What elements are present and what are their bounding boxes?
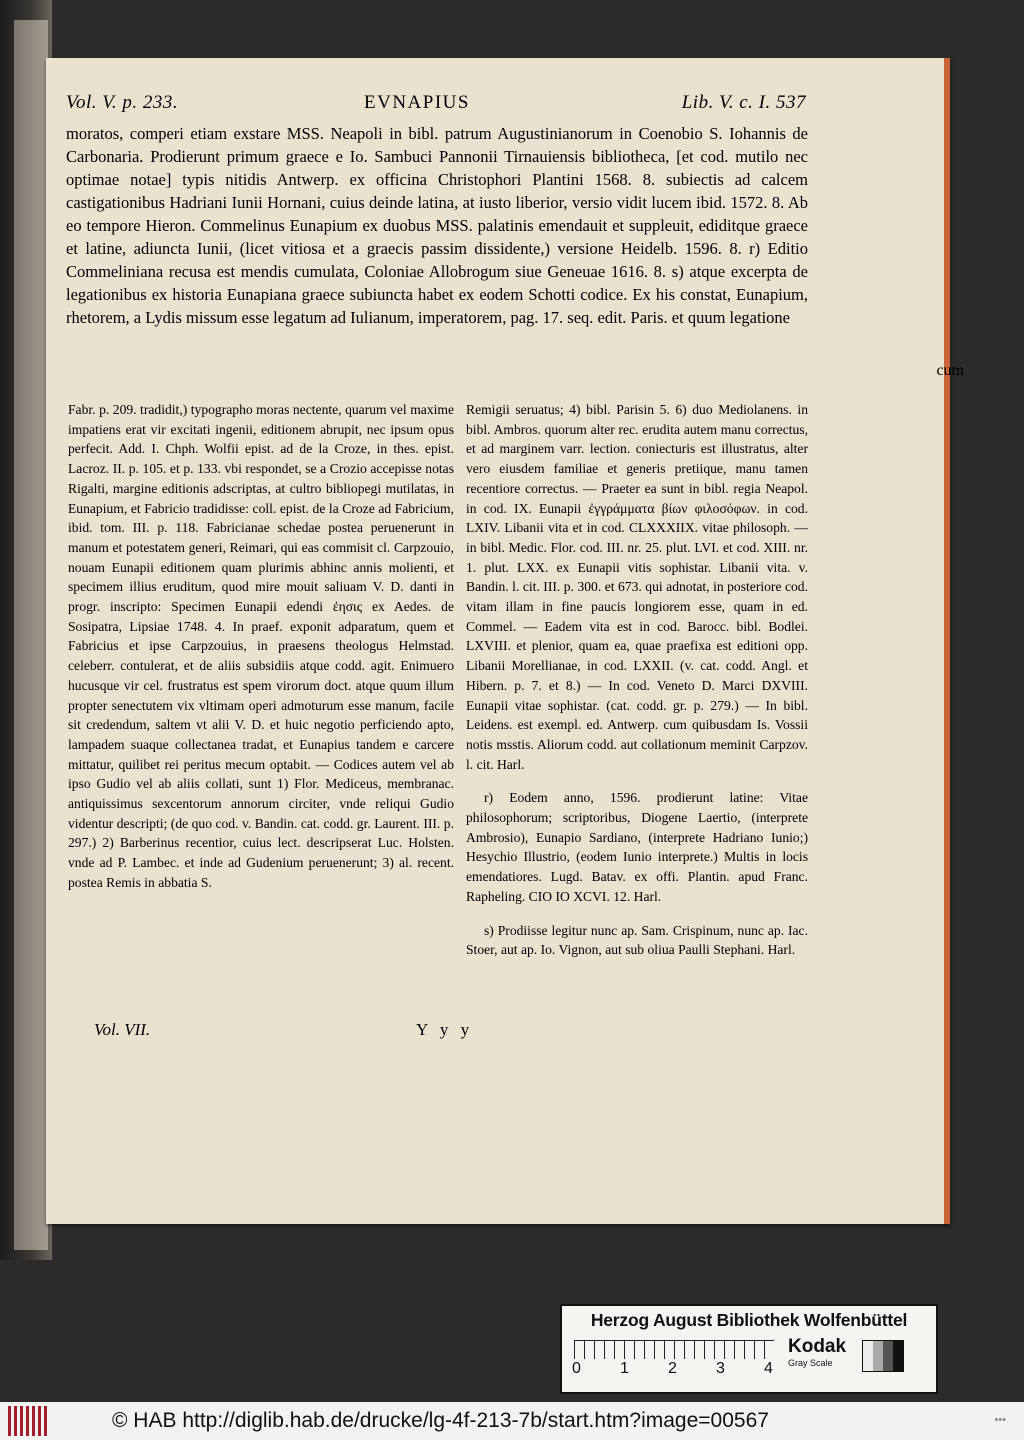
- ruler-number: 3: [716, 1360, 725, 1377]
- running-head-left: Vol. V. p. 233.: [66, 92, 179, 113]
- ruler-number: 0: [572, 1360, 581, 1377]
- ruler-scale: [574, 1340, 774, 1359]
- gray-scale-swatch: [862, 1340, 904, 1372]
- ruler-number: 4: [764, 1360, 773, 1377]
- footer-copyright-url[interactable]: © HAB http://diglib.hab.de/drucke/lg-4f-213-7b/start.htm?image=00567: [112, 1409, 769, 1432]
- kodak-logo: Kodak: [788, 1336, 847, 1357]
- ruler-number: 1: [620, 1360, 629, 1377]
- quire-mark: Y y y: [416, 1020, 474, 1039]
- main-text: moratos, comperi etiam exstare MSS. Neapoli in bibl. patrum Augustinianorum in Coenobio S. Iohannis de Carbonaria. Prodierunt primum graece e Io. Sambuci Pannonii Tirnauiensis bibliotheca, [et cod. mutilo nec optimae notae] typis nitidis Antwerp. ex officina Christophori Plantini 1568. 8. subiectis ad calcem castigationibus Hadriani Iunii Hornani, cuius deinde latina, at iusto liberior, versio vidit lucem ibid. 1572. 8. Ab eo tempore Hieron. Commelinus Eunapium ex duobus MSS. palatinis emendauit et suppleuit, ediditque graece et latine, adiuncta Iunii, (licet vitiosa et a graecis passim dissidente,) versione Heidelb. 1596. 8. r) Editio Commeliniana recusa est mendis cumulata, Coloniae Allobrogum siue Geneuae 1616. 8. s) atque excerpta de legationibus ex historia Eunapiana graece subiuncta habet ex eodem Schotti codice. Ex his constat, Eunapium, rhetorem, a Lydis missum esse legatum ad Iulianum, imperatorem, pag. 17. seq. edit. Paris. et quum legatione: [66, 124, 808, 327]
- footnote-r: r) Eodem anno, 1596. prodierunt latine: Vitae philosophorum; scriptoribus, Diogene Laertio, (interprete Ambrosio), Eunapio Sardiano, (interprete Hadriano Iunio;) Hesychio Illustrio, (eodem Iunio interprete.) Multis in locis emendatiores. Lugd. Batav. ex offi. Plantin. apud Franc. Rapheling. CIO IO XCVI. 12. Harl.: [466, 790, 808, 904]
- catchword: cum: [936, 362, 964, 379]
- ruler-number: 2: [668, 1360, 677, 1377]
- library-color-target: [560, 1304, 938, 1394]
- gray-scale-label: Gray Scale: [788, 1358, 833, 1368]
- footnote-column-right: [466, 400, 808, 960]
- volume-signature: Vol. VII.: [94, 1020, 151, 1039]
- footer-dots: •••: [994, 1414, 1006, 1426]
- footer-bar: [0, 1402, 1024, 1440]
- running-head: [66, 92, 806, 118]
- footnote-s: s) Prodiisse legitur nunc ap. Sam. Crispinum, nunc ap. Iac. Stoer, aut ap. Io. Vignon, aut sub oliua Paulli Stephani. Harl.: [466, 922, 808, 958]
- previous-page-edge: [14, 20, 48, 1250]
- footnote-column-left: Fabr. p. 209. tradidit,) typographo moras nectente, quarum vel maxime impatiens erat vir excitati ingenii, editionem abrupit, nec ipsum opus perfecit. Add. I. Chph. Wolfii epist. ad de la Croze, in thes. epist. Lacroz. II. p. 105. et p. 133. vbi respondet, se a Crozio accepisse notas Rigalti, margine editionis adscriptas, at cultro bibliopegi mutilatas, in Eunapium, et Fabricio tradidisse: coll. epist. de la Croze ad Fabricium, ibid. tom. III. p. 118. Fabricianae schedae postea peruenerunt in manum et potestatem generi, Reimari, qui eas commisit cl. Carpzouio, nouam Eunapii editionem quam plurimis abhinc annis molienti, et specimem illius eruditum, quod mire mouit saliuam V. D. danti in progr. inscripto: Specimen Eunapii edendi ἐησις ex Aedes. de Sosipatra, Lipsiae 1748. 4. In praef. exponit adparatum, quem et Fabricius et ipse Carpzouius, in praesens theologus Helmstad. celeberr. contulerat, et de aliis subsidiis atque codd. agit. Enimuero hucusque vir cel. frustratus est spem virorum doct. atque quum illum propter senectutem vix vltimam operi admoturum esse manum, facile sit credendum, saltem vt alii V. D. et huic negotio perficiendo apto, lampadem suaque collectanea tradat, et Eunapius tandem e carcere mittatur, quilibet rei peritus mecum optabit. — Codices autem vel ab ipso Gudio vel ab aliis collati, sunt 1) Flor. Mediceus, membranac. antiquissimus sexcentorum annorum circiter, vnde reliqui Gudio videntur descripti; (de quo cod. v. Bandin. cat. codd. gr. Laurent. III. p. 297.) 2) Barberinus recentior, cuius lect. descripserat Luc. Holsten. vnde ad P. Lambec. et inde ad Gudenium peruenerunt; 3) al. recent. postea Remis in abbatia S.: [68, 402, 454, 890]
- library-name: Herzog August Bibliothek Wolfenbüttel: [590, 1310, 908, 1330]
- footnote-continuation: Remigii seruatus; 4) bibl. Parisin 5. 6) duo Mediolanens. in bibl. Ambros. quorum alter rec. erudita autem manu correctus, et ad marginem varr. lection. coniecturis est illustratus, alter vero eiusdem familiae et generis pretiique, manu tamen recentiore correctus. — Praeter ea sunt in bibl. regia Neapol. in cod. IX. Eunapii ἐγγράμματα βίων φιλοσόφων. in cod. LXIV. Libanii vita et in cod. CLXXXIIX. vitae philosoph. — in bibl. Medic. Flor. cod. III. nr. 25. plut. LVI. et cod. XIII. nr. 1. plut. LXX. ex Eunapii vitis sophistar. Libanii vita. v. Bandin. l. cit. III. p. 300. et 673. qui adnotat, in posteriore cod. vitam illam in fine paucis longiorem esse, quam in ed. Commel. — Eadem vita est in cod. Barocc. bibl. Bodlei. LXVIII. et plenior, quam ea, quae praefixa est editioni opp. Libanii Morellianae, in cod. LXXII. (v. cat. codd. Angl. et Hibern. p. 7. et 8.) — In cod. Veneto D. Marci DXVIII. Eunapii vitae sophistar. (cat. codd. gr. p. 279.) — In bibl. Leidens. est exempl. ed. Antwerp. cum quibusdam Is. Vossii notis msstis. Aliorum codd. aut collationum meminit Carpzov. l. cit. Harl.: [466, 402, 808, 772]
- hab-logo-icon: [8, 1406, 48, 1436]
- running-head-center: EVNAPIUS: [364, 92, 470, 113]
- running-head-right: Lib. V. c. I. 537: [681, 92, 806, 113]
